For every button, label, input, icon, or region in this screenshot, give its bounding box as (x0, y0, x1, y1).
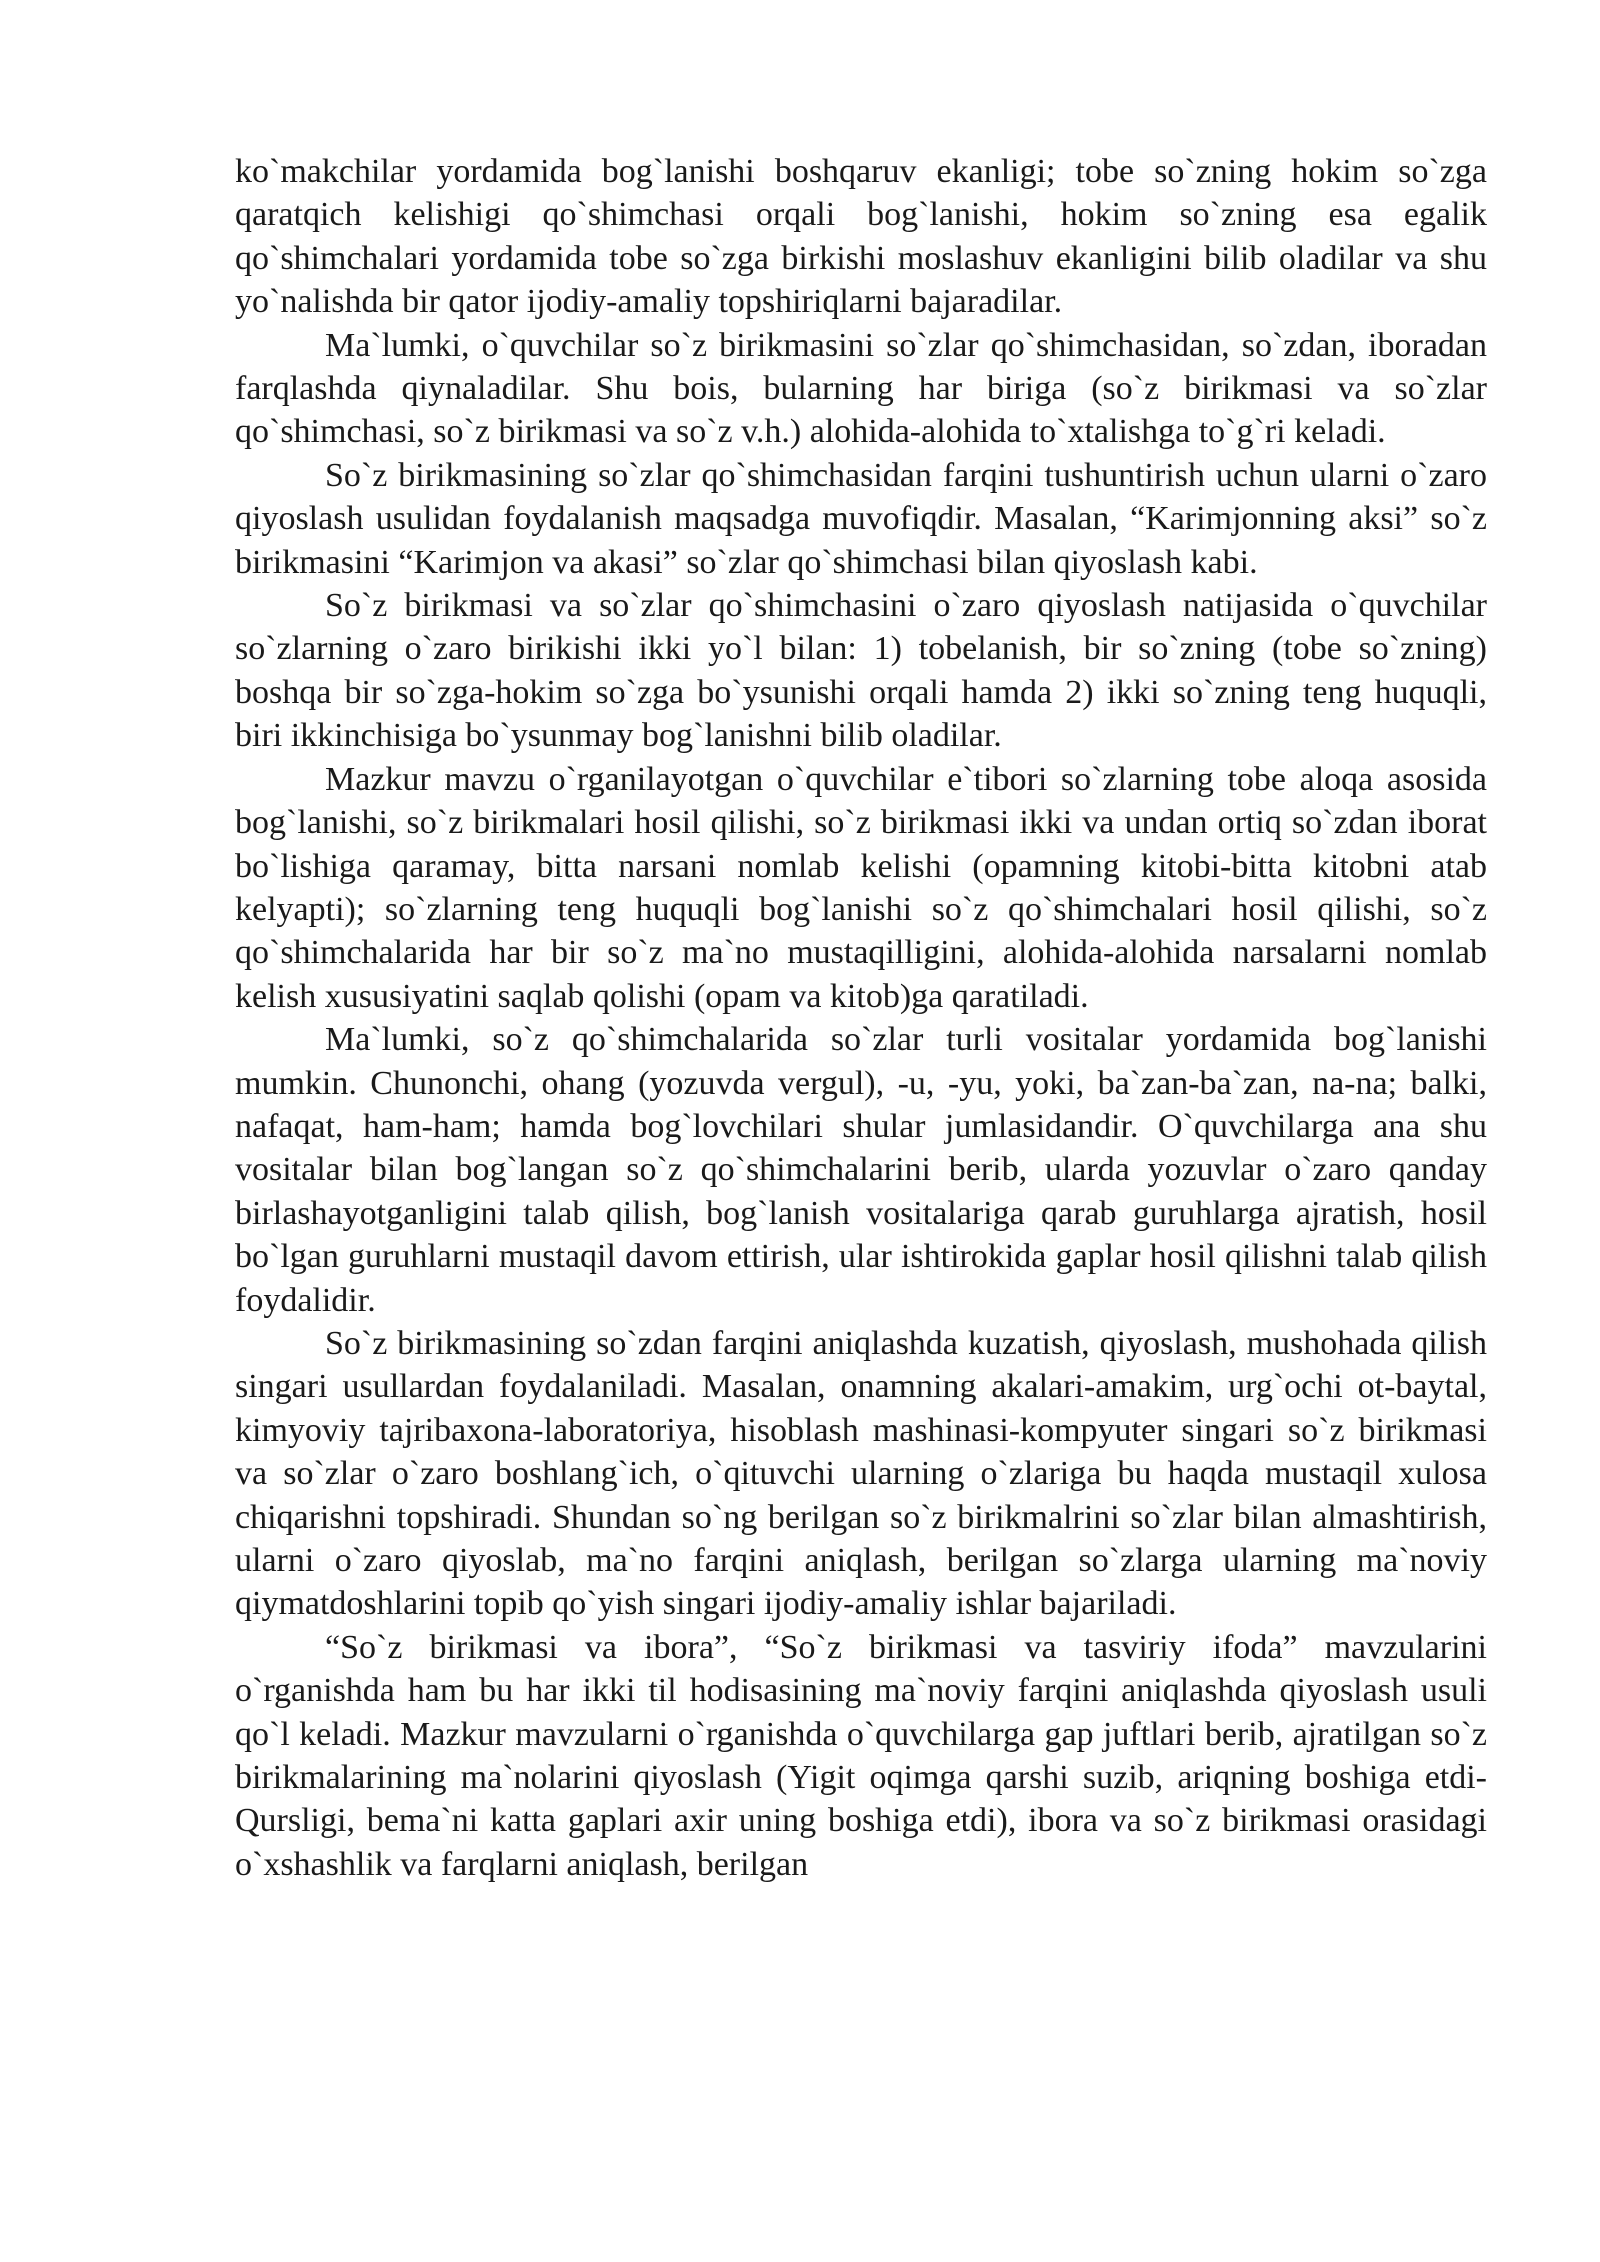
body-text (235, 150, 1487, 1886)
paragraph-4: So`z birikmasi va so`zlar qo`shimchasini o`zaro qiyoslash natijasida o`quvchilar so`zlarning o`zaro birikishi ikki yo`l bilan: 1) tobelanish, bir so`zning (tobe so`zning) boshqa bir so`zga-hokim so`zga bo`ysunishi orqali hamda 2) ikki so`zning teng huquqli, biri ikkinchisiga bo`ysunmay bog`lanishni bilib oladilar. (235, 587, 1487, 755)
paragraph-6: Ma`lumki, so`z qo`shimchalarida so`zlar turli vositalar yordamida bog`lanishi mumkin. Chunonchi, ohang (yozuvda vergul), -u, -yu, yoki, ba`zan-ba`zan, na-na; balki, nafaqat, ham-ham; hamda bog`lovchilari shular jumlasidandir. O`quvchilarga ana shu vositalar bilan bog`langan so`z qo`shimchalarini berib, ularda yozuvlar o`zaro qanday birlashayotganligini talab qilish, bog`lanish vositalariga qarab guruhlarga ajratish, hosil bo`lgan guruhlarni mustaqil davom ettirish, ular ishtirokida gaplar hosil qilishni talab qilish foydalidir. (235, 1021, 1487, 1319)
paragraph-5: Mazkur mavzu o`rganilayotgan o`quvchilar e`tibori so`zlarning tobe aloqa asosida bog`lanishi, so`z birikmalari hosil qilishi, so`z birikmasi ikki va undan ortiq so`zdan iborat bo`lishiga qaramay, bitta narsani nomlab kelishi (opamning kitobi-bitta kitobni atab kelyapti); so`zlarning teng huquqli bog`lanishi so`z qo`shimchalari hosil qilishi, so`z qo`shimchalarida har bir so`z ma`no mustaqilligini, alohida-alohida narsalarni nomlab kelish xususiyatini saqlab qolishi (opam va kitob)ga qaratiladi. (235, 760, 1487, 1015)
paragraph-8: “So`z birikmasi va ibora”, “So`z birikmasi va tasviriy ifoda” mavzularini o`rganishda ham bu har ikki til hodisasining ma`noviy farqini aniqlashda qiyoslash usuli qo`l keladi. Mazkur mavzularni o`rganishda o`quvchilarga gap juftlari berib, ajratilgan so`z birikmalarining ma`nolarini qiyoslash (Yigit oqimga qarshi suzib, ariqning boshiga etdi-Qursligi, bema`ni katta gaplari axir uning boshiga etdi), ibora va so`z birikmasi orasidagi o`xshashlik va farqlarni aniqlash, berilgan (235, 1628, 1487, 1883)
paragraph-2: Ma`lumki, o`quvchilar so`z birikmasini so`zlar qo`shimchasidan, so`zdan, iboradan farqlashda qiynaladilar. Shu bois, bularning har biriga (so`z birikmasi va so`zlar qo`shimchasi, so`z birikmasi va so`z v.h.) alohida-alohida to`xtalishga to`g`ri keladi. (235, 326, 1487, 451)
paragraph-7: So`z birikmasining so`zdan farqini aniqlashda kuzatish, qiyoslash, mushohada qilish singari usullardan foydalaniladi. Masalan, onamning akalari-amakim, urg`ochi ot-baytal, kimyoviy tajribaxona-laboratoriya, hisoblash mashinasi-kompyuter singari so`z birikmasi va so`zlar o`zaro boshlang`ich, o`qituvchi ularning o`zlariga bu haqda mustaqil xulosa chiqarishni topshiradi. Shundan so`ng berilgan so`z birikmalrini so`zlar bilan almashtirish, ularni o`zaro qiyoslab, ma`no farqini aniqlash, berilgan so`zlarga ularning ma`noviy qiymatdoshlarini topib qo`yish singari ijodiy-amaliy ishlar bajariladi. (235, 1324, 1487, 1623)
paragraph-3: So`z birikmasining so`zlar qo`shimchasidan farqini tushuntirish uchun ularni o`zaro qiyoslash usulidan foydalanish maqsadga muvofiqdir. Masalan, “Karimjonning aksi” so`z birikmasini “Karimjon va akasi” so`zlar qo`shimchasi bilan qiyoslash kabi. (235, 456, 1487, 581)
paragraph-1: ko`makchilar yordamida bog`lanishi boshqaruv ekanligi; tobe so`zning hokim so`zga qaratqich kelishigi qo`shimchasi orqali bog`lanishi, hokim so`zning esa egalik qo`shimchalari yordamida tobe so`zga birkishi moslashuv ekanligini bilib oladilar va shu yo`nalishda bir qator ijodiy-amaliy topshiriqlarni bajaradilar. (235, 153, 1487, 321)
